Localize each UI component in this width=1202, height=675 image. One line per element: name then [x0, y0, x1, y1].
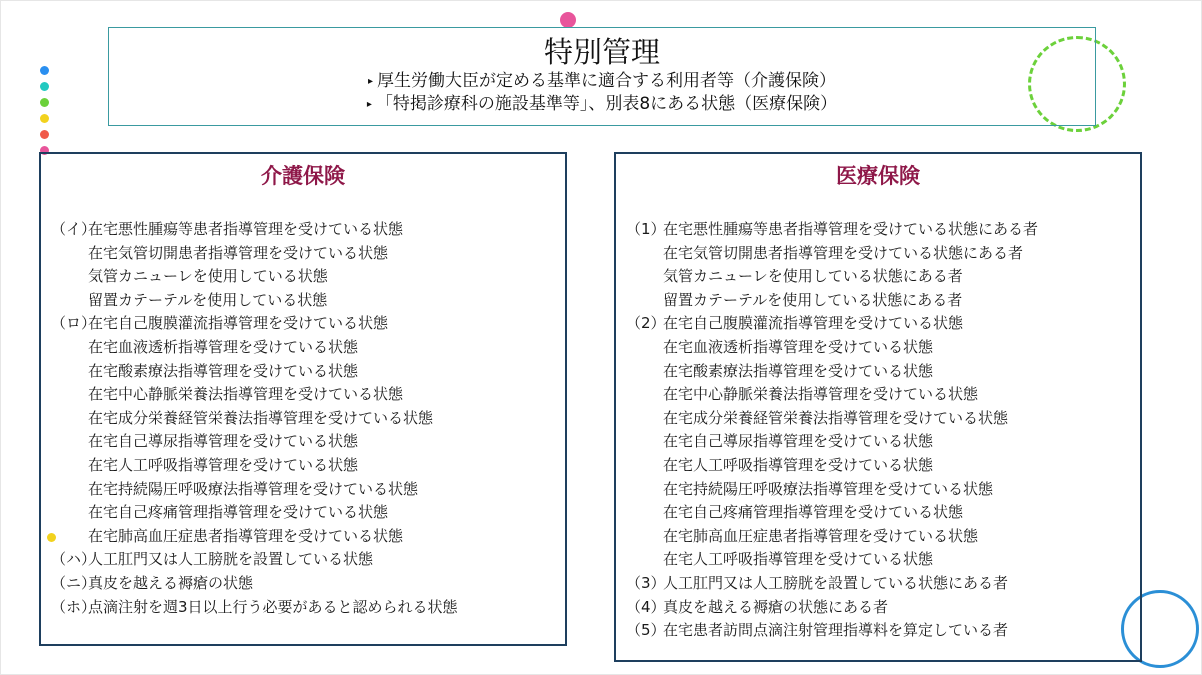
item-text: 気管カニューレを使用している状態: [88, 267, 328, 286]
item-text: 在宅自己疼痛管理指導管理を受けている状態: [663, 503, 964, 522]
item-text: 在宅自己導尿指導管理を受けている状態: [88, 432, 359, 451]
item-marker: [626, 265, 663, 289]
page-title: 特別管理: [543, 35, 660, 69]
list-item: [51, 360, 561, 384]
item-marker: （イ）: [51, 220, 97, 238]
list-item: [626, 289, 1136, 313]
item-marker: [51, 242, 88, 266]
item-text: 在宅自己導尿指導管理を受けている状態: [663, 432, 934, 451]
pink-dot-decoration: [560, 12, 576, 28]
list-item: [626, 525, 1136, 549]
list-item: [626, 336, 1136, 360]
kaigo-item-list: [51, 218, 561, 619]
item-text: 在宅自己腹膜灌流指導管理を受けている状態: [88, 314, 389, 333]
item-text: 在宅悪性腫瘍等患者指導管理を受けている状態にある者: [663, 220, 1039, 238]
item-text: 在宅人工呼吸指導管理を受けている状態: [88, 455, 359, 474]
list-item: [51, 525, 561, 549]
list-item: [51, 501, 561, 525]
item-text: 在宅悪性腫瘍等患者指導管理を受けている状態: [88, 220, 404, 238]
item-marker: [51, 430, 88, 454]
item-text: 在宅肺高血圧症患者指導管理を受けている状態: [663, 526, 979, 545]
item-text: 真皮を越える褥瘡の状態: [88, 573, 254, 592]
item-marker: （3）: [626, 573, 666, 592]
item-marker: [51, 525, 88, 549]
item-text: 在宅中心静脈栄養法指導管理を受けている状態: [88, 385, 404, 404]
yellow-dot-decoration: [40, 114, 49, 123]
blue-dot-decoration: [40, 66, 49, 75]
red-dot-decoration: [40, 130, 49, 139]
iryo-item-list: [626, 218, 1136, 643]
teal-dot-decoration: [40, 82, 49, 91]
item-marker: [626, 478, 663, 502]
item-marker: [626, 383, 663, 407]
list-item: [626, 454, 1136, 478]
iryo-heading: 医療保険: [836, 164, 920, 188]
item-text: 在宅血液透析指導管理を受けている状態: [88, 337, 359, 356]
item-marker: [51, 336, 88, 360]
subtitle-line-1: ▸ 厚生労働大臣が定める基準に適合する利用者等（介護保険）: [367, 71, 837, 91]
item-marker: [51, 454, 88, 478]
subtitle-line-2: ▸ 「特掲診療科の施設基準等」、別表8にある状態（医療保険）: [366, 94, 838, 114]
list-item: [51, 265, 561, 289]
item-text: 在宅成分栄養経管栄養法指導管理を受けている状態: [88, 408, 434, 427]
list-item: [626, 501, 1136, 525]
item-text: 在宅患者訪問点滴注射管理指導料を算定している者: [663, 621, 1009, 640]
item-text: 人工肛門又は人工膀胱を設置している状態: [88, 550, 374, 569]
iryo-panel: [614, 152, 1142, 662]
item-marker: [626, 360, 663, 384]
item-marker: （2）: [626, 314, 666, 333]
item-text: 在宅気管切開患者指導管理を受けている状態にある者: [663, 243, 1024, 262]
item-marker: [51, 360, 88, 384]
item-marker: （ハ）: [51, 550, 97, 569]
item-marker: [626, 407, 663, 431]
item-text: 留置カテーテルを使用している状態: [88, 290, 328, 309]
green-dot-decoration: [40, 98, 49, 107]
list-item: [51, 312, 561, 336]
item-marker: （ロ）: [51, 314, 97, 333]
list-item: [626, 383, 1136, 407]
list-item: [626, 242, 1136, 266]
item-marker: [51, 478, 88, 502]
item-text: 在宅気管切開患者指導管理を受けている状態: [88, 243, 389, 262]
list-item: [626, 407, 1136, 431]
list-item: [51, 572, 561, 596]
item-marker: [626, 430, 663, 454]
item-marker: （ホ）: [51, 597, 97, 616]
list-item: [626, 360, 1136, 384]
title-box: [108, 27, 1096, 126]
item-marker: （1）: [626, 220, 666, 238]
item-marker: （5）: [626, 621, 666, 640]
list-item: [626, 596, 1136, 620]
item-text: 点滴注射を週3日以上行う必要があると認められる状態: [88, 597, 458, 616]
item-marker: [626, 242, 663, 266]
item-marker: [626, 501, 663, 525]
item-text: 留置カテーテルを使用している状態にある者: [663, 290, 963, 309]
item-text: 在宅持続陽圧呼吸療法指導管理を受けている状態: [663, 479, 994, 498]
list-item: [626, 478, 1136, 502]
item-text: 在宅人工呼吸指導管理を受けている状態: [663, 550, 934, 569]
item-text: 気管カニューレを使用している状態にある者: [663, 267, 963, 286]
list-item: [51, 336, 561, 360]
item-marker: [51, 289, 88, 313]
list-item: [626, 265, 1136, 289]
item-marker: [626, 289, 663, 313]
item-text: 在宅血液透析指導管理を受けている状態: [663, 337, 934, 356]
item-text: 在宅酸素療法指導管理を受けている状態: [663, 361, 934, 380]
list-item: [51, 218, 561, 242]
item-text: 在宅肺高血圧症患者指導管理を受けている状態: [88, 526, 404, 545]
list-item: [51, 289, 561, 313]
item-text: 在宅持続陽圧呼吸療法指導管理を受けている状態: [88, 479, 419, 498]
bullet-icon: ▸: [366, 99, 372, 110]
item-text: 在宅人工呼吸指導管理を受けている状態: [663, 455, 934, 474]
list-item: [626, 218, 1136, 242]
list-item: [51, 242, 561, 266]
bullet-icon: ▸: [367, 76, 374, 87]
list-item: [51, 548, 561, 572]
item-marker: [51, 383, 88, 407]
item-marker: [626, 525, 663, 549]
item-marker: [626, 454, 663, 478]
item-marker: （4）: [626, 597, 666, 616]
item-marker: [51, 407, 88, 431]
kaigo-panel: [39, 152, 567, 646]
item-text: 在宅酸素療法指導管理を受けている状態: [88, 361, 359, 380]
item-text: 在宅自己疼痛管理指導管理を受けている状態: [88, 503, 389, 522]
item-marker: [51, 501, 88, 525]
list-item: [626, 572, 1136, 596]
item-text: 在宅自己腹膜灌流指導管理を受けている状態: [663, 314, 964, 333]
item-text: 真皮を越える褥瘡の状態にある者: [663, 597, 889, 616]
item-text: 在宅中心静脈栄養法指導管理を受けている状態: [663, 385, 979, 404]
item-text: 在宅成分栄養経管栄養法指導管理を受けている状態: [663, 408, 1009, 427]
item-marker: （ニ）: [51, 573, 97, 592]
list-item: [51, 478, 561, 502]
list-item: [626, 430, 1136, 454]
item-marker: [626, 548, 663, 572]
list-item: [626, 312, 1136, 336]
item-marker: [51, 265, 88, 289]
item-text: 人工肛門又は人工膀胱を設置している状態にある者: [663, 573, 1009, 592]
list-item: [51, 596, 561, 620]
list-item: [626, 548, 1136, 572]
kaigo-heading: 介護保険: [261, 164, 345, 188]
list-item: [51, 430, 561, 454]
list-item: [51, 383, 561, 407]
list-item: [51, 454, 561, 478]
item-marker: [626, 336, 663, 360]
list-item: [626, 619, 1136, 643]
list-item: [51, 407, 561, 431]
